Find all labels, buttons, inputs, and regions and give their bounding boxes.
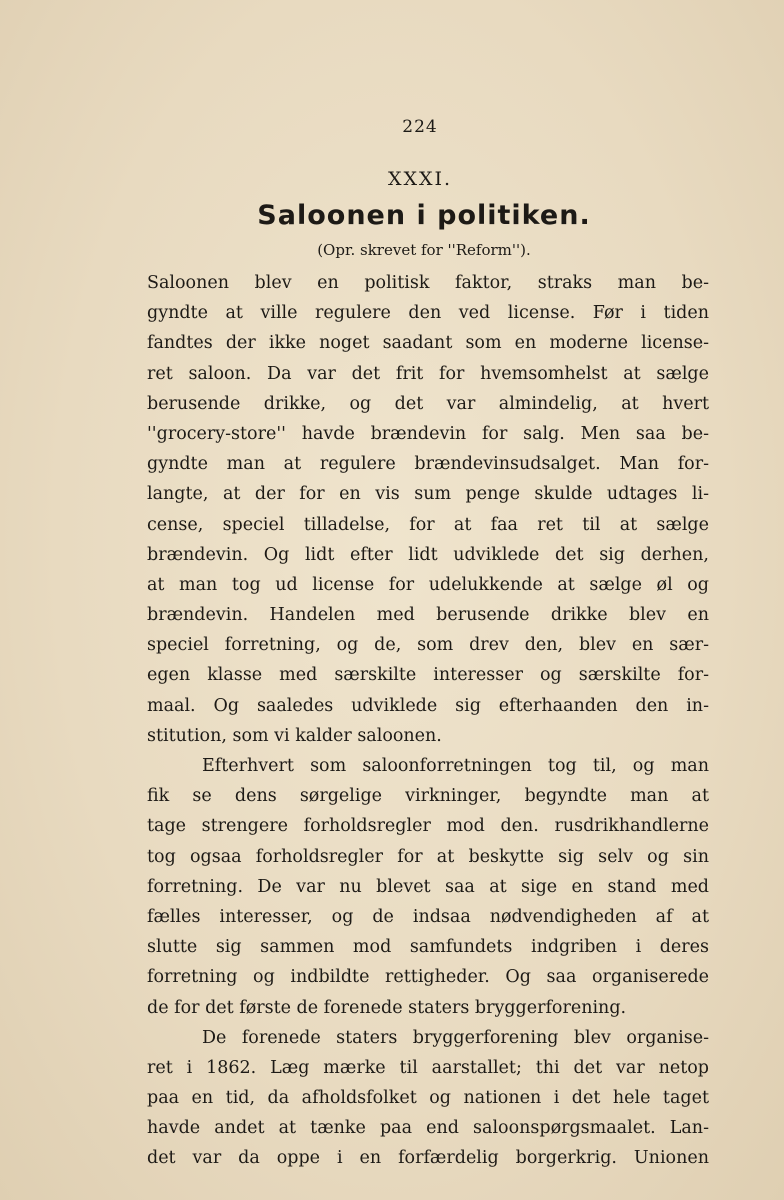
text-line: fandtes der ikke noget saadant som en moderne license- xyxy=(147,333,709,354)
text-line: ''grocery-store'' havde brændevin for salg. Men saa be- xyxy=(147,423,709,444)
text-line: forretning og indbildte rettigheder. Og saa organiserede xyxy=(147,967,709,988)
text-line: egen klasse med særskilte interesser og særskilte for- xyxy=(147,665,709,686)
text-line: ret i 1862. Læg mærke til aarstallet; thi det var netop xyxy=(147,1057,709,1078)
text-line: tage strengere forholdsregler mod den. rusdrikhandlerne xyxy=(147,816,709,837)
page-number: 224 xyxy=(402,117,438,137)
page-title: Saloonen i politiken. xyxy=(257,200,591,231)
text-line: ret saloon. Da var det frit for hvemsomhelst at sælge xyxy=(147,363,709,384)
subtitle: (Opr. skrevet for ''Reform''). xyxy=(317,241,531,259)
text-line: stitution, som vi kalder saloonen. xyxy=(147,725,442,746)
text-line: De forenede staters bryggerforening blev organise- xyxy=(202,1027,709,1048)
text-line: havde andet at tænke paa end saloonspørgsmaalet. Lan- xyxy=(147,1118,709,1139)
text-line: Saloonen blev en politisk faktor, straks man be- xyxy=(147,273,709,293)
text-line: paa en tid, da afholdsfolket og nationen i det hele taget xyxy=(147,1088,709,1109)
text-line: langte, at der for en vis sum penge skulde udtages li- xyxy=(147,484,709,505)
text-line: det var da oppe i en forfærdelig borgerkrig. Unionen xyxy=(147,1148,709,1169)
text-line: cense, speciel tilladelse, for at faa ret til at sælge xyxy=(147,514,709,535)
text-line: Efterhvert som saloonforretningen tog til, og man xyxy=(202,756,709,776)
text-line: brændevin. Og lidt efter lidt udviklede det sig derhen, xyxy=(147,544,709,565)
text-line: speciel forretning, og de, som drev den, blev en sær- xyxy=(147,635,709,656)
text-line: maal. Og saaledes udviklede sig efterhaanden den in- xyxy=(147,695,709,716)
text-line: brændevin. Handelen med berusende drikke blev en xyxy=(147,605,709,626)
text-line: de for det første de forenede staters bryggerforening. xyxy=(147,997,627,1018)
text-line: fik se dens sørgelige virkninger, begyndte man at xyxy=(147,786,709,807)
text-line: berusende drikke, og det var almindelig, at hvert xyxy=(147,393,709,414)
chapter-heading: XXXI. xyxy=(387,168,453,190)
text-line: slutte sig sammen mod samfundets indgriben i deres xyxy=(147,937,709,958)
text-line: tog ogsaa forholdsregler for at beskytte sig selv og sin xyxy=(147,846,709,867)
text-line: gyndte at ville regulere den ved license. Før i tiden xyxy=(147,303,709,324)
text-line: gyndte man at regulere brændevinsudsalget. Man for- xyxy=(147,454,709,475)
text-line: fælles interesser, og de indsaa nødvendigheden af at xyxy=(147,906,709,927)
text-line: at man tog ud license for udelukkende at sælge øl og xyxy=(147,574,709,595)
body-text xyxy=(147,268,709,1174)
text-line: forretning. De var nu blevet saa at sige en stand med xyxy=(147,876,709,897)
